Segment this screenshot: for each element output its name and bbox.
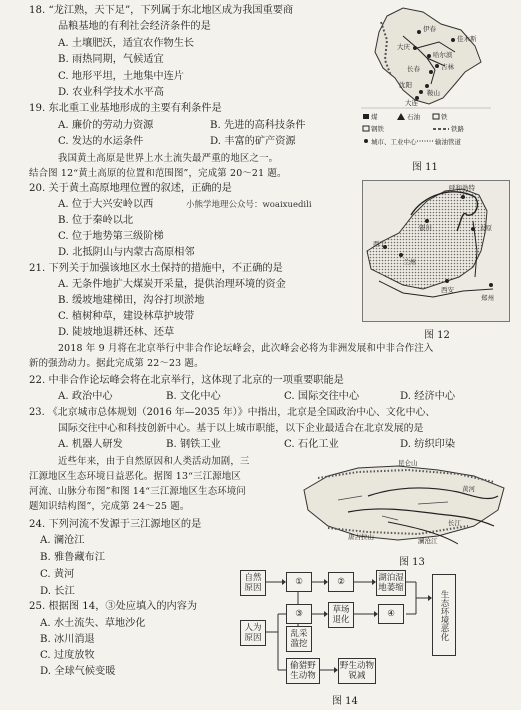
fig11-legend-oil: 石油 (407, 113, 420, 121)
q22-option-c: C. 国际交往中心 (284, 391, 360, 402)
q18-stem-2: 品粮基地的有利社会经济条件的是 (58, 21, 211, 32)
fig11-legend-steel: 钢铁 (371, 125, 384, 133)
fig11-label-shenyang: 沈阳 (399, 81, 412, 89)
fig14-poaching: 偷猎野生动物 (286, 658, 320, 684)
q18-option-a: A. 土壤肥沃，适宜农作物生长 (58, 38, 195, 49)
fig12-label-lanzhou: 兰州 (403, 258, 416, 266)
intro-22-line-2: 新的强劲动力。据此完成第 22～23 题。 (29, 358, 204, 369)
fig11-label-harbin: 哈尔滨 (433, 51, 453, 59)
fig14-node-2: ② (328, 572, 354, 592)
fig12-label-zhengzhou: 郑州 (481, 294, 494, 302)
fig12-label-yinchuan: 银川 (419, 224, 432, 232)
fig11-legend-city: 城市、工业中心 (371, 138, 417, 146)
q24-stem: 24. 下列河流不发源于三江源地区的是 (29, 519, 202, 530)
q18-option-b: B. 雨热同期，气候适宜 (58, 54, 164, 65)
intro-24-line-2: 江源地区生态环境日益恶化。据图 13“三江源地区 (29, 471, 242, 482)
q25-option-a: A. 水土流失、草地沙化 (40, 618, 146, 629)
q21-option-b: B. 缓坡地建梯田，沟谷打坝淤地 (58, 295, 205, 306)
figure-11-map (357, 2, 495, 154)
figure-14-diagram (240, 570, 464, 688)
figure-11-caption: 图 11 (412, 162, 438, 173)
q24-option-d: D. 长江 (40, 586, 75, 597)
fig13-label-tanggula: 唐古拉山 (348, 533, 374, 541)
q18-option-d: D. 农业科学技术水平高 (58, 87, 164, 98)
q22-stem: 22. 中非合作论坛峰会将在北京举行，这体现了北京的一项重要职能是 (29, 375, 344, 386)
figure-13-caption: 图 13 (399, 557, 425, 568)
q23-stem-1: 23. 《北京城市总体规划（2016 年—2035 年）》中指出，北京是全国政治中心、文化中心、 (29, 407, 436, 418)
q19-option-d: D. 丰富的矿产资源 (210, 136, 296, 147)
figure-14-caption: 图 14 (332, 696, 358, 707)
fig14-mining: 乱采滥挖 (286, 626, 312, 652)
q19-option-a: A. 廉价的劳动力资源 (58, 120, 154, 131)
q25-stem: 25. 根据图 14，③处应填入的内容为 (29, 601, 198, 612)
q21-option-d: D. 陡坡地退耕还林、还草 (58, 327, 175, 338)
intro-24-line-4: 题知识结构图”，完成第 24～25 题。 (29, 501, 190, 512)
q22-option-a: A. 政治中心 (58, 391, 113, 402)
fig14-human-cause: 人为原因 (240, 620, 266, 646)
fig12-label-hohhot: 呼和浩特 (449, 184, 475, 192)
q19-stem: 19. 东北重工业基地形成的主要有利条件是 (29, 103, 222, 114)
q20-stem: 20. 关于黄土高原地理位置的叙述，正确的是 (29, 183, 232, 194)
fig13-label-lancang: 澜沧江 (418, 537, 438, 545)
fig11-legend-iron: 铁 (441, 113, 448, 121)
fig12-label-xining: 西宁 (373, 240, 386, 248)
fig14-node-4: ④ (378, 604, 404, 624)
fig13-label-yangtze: 长江 (448, 519, 461, 527)
fig14-eco-deterioration: 生态环境恶化 (432, 574, 456, 656)
intro-24-line-3: 河流、山脉分布图”和图 14“三江源地区生态环境问 (29, 486, 246, 497)
fig11-legend-pipeline: 输油管道 (435, 138, 461, 146)
q22-option-b: B. 文化中心 (166, 391, 221, 402)
fig11-legend-coal: 煤 (371, 113, 378, 121)
intro-24-line-1: 近些年来，由于自然原因和人类活动加剧，三 (58, 456, 250, 467)
fig14-lakes-shrink: 湖泊湿地萎缩 (376, 570, 406, 596)
intro-20-line-1: 我国黄土高原是世界上水土流失最严重的地区之一。 (58, 153, 279, 164)
fig14-node-3: ③ (286, 604, 312, 624)
q19-option-b: B. 先进的高科技条件 (210, 120, 306, 131)
intro-20-line-2: 结合图 12“黄土高原的位置和范围图”，完成第 20～21 题。 (29, 168, 287, 179)
q23-option-b: B. 钢铁工业 (166, 439, 221, 450)
fig11-label-jilin: 吉林 (441, 63, 454, 71)
fig14-grassland-degrade: 草场退化 (328, 602, 354, 628)
fig14-node-1: ① (286, 572, 312, 592)
q23-stem-2: 国际交往中心和科技创新中心。基于以上城市职能，以下企业最适合在北京发展的是 (58, 423, 424, 434)
q19-option-c: C. 发达的水运条件 (58, 136, 144, 147)
fig11-legend-rail: 铁路 (451, 125, 464, 133)
q25-option-c: C. 过度放牧 (40, 650, 95, 661)
figure-13-map (298, 456, 512, 550)
fig11-label-dalian: 大连 (405, 99, 418, 107)
q20-option-b: B. 位于秦岭以北 (58, 215, 134, 226)
fig12-label-xian: 西安 (441, 286, 454, 294)
q21-option-a: A. 无条件地扩大煤炭开采量，提供治理环境的资金 (58, 279, 286, 290)
fig12-label-taiyuan: 太原 (479, 224, 492, 232)
q20-watermark: 小熊学地理公众号：woaixuedili (186, 200, 312, 210)
q21-option-c: C. 植树种草，建设林草护坡带 (58, 311, 195, 322)
fig11-label-jiamusi: 佳木斯 (457, 35, 477, 43)
q25-option-d: D. 全球气候变暖 (40, 666, 116, 677)
fig11-label-daqing: 大庆 (397, 43, 410, 51)
q21-stem: 21. 下列关于加强该地区水土保持的措施中，不正确的是 (29, 263, 283, 274)
q20-option-a: A. 位于大兴安岭以西 (58, 199, 154, 210)
fig14-wildlife-decline: 野生动物锐减 (338, 658, 376, 684)
q18-option-c: C. 地形平坦，土地集中连片 (58, 71, 184, 82)
q24-option-a: A. 澜沧江 (40, 535, 85, 546)
q23-option-c: C. 石化工业 (284, 439, 339, 450)
q18-stem-1: 18. “龙江熟，天下足”，下列属于东北地区成为我国重要商 (29, 5, 294, 16)
q23-option-d: D. 纺织印染 (400, 439, 456, 450)
fig11-label-anshan: 鞍山 (427, 89, 440, 97)
q22-option-d: D. 经济中心 (400, 391, 456, 402)
q20-option-c: C. 位于地势第三级阶梯 (58, 231, 164, 242)
fig11-label-yichun: 伊春 (423, 25, 436, 33)
q23-option-a: A. 机器人研发 (58, 439, 123, 450)
fig11-label-changchun: 长春 (407, 65, 420, 73)
figure-12-map (362, 180, 510, 322)
q20-option-d: D. 北抵阴山与内蒙古高原相邻 (58, 247, 195, 258)
fig13-label-kunlun: 昆仑山 (398, 459, 418, 467)
fig13-label-yellow-river: 黄河 (462, 485, 475, 493)
fig14-natural-cause: 自然原因 (240, 570, 266, 596)
q24-option-c: C. 黄河 (40, 569, 75, 580)
q25-option-b: B. 冰川消退 (40, 634, 95, 645)
intro-22-line-1: 2018 年 9 月将在北京举行中非合作论坛峰会，此次峰会必将为非洲发展和中非合作注入 (58, 343, 434, 354)
figure-12-caption: 图 12 (424, 330, 450, 341)
q24-option-b: B. 雅鲁藏布江 (40, 552, 105, 563)
